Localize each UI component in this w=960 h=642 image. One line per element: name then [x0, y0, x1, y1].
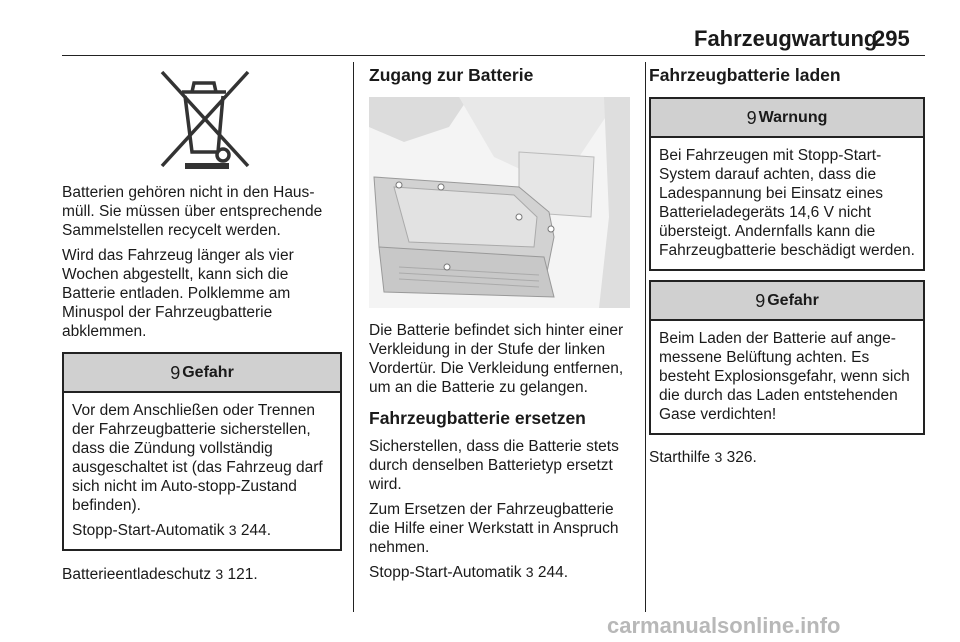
storage-text: Wird das Fahrzeug länger als vier Wochen abgestellt, kann sich die Batterie entladen. Polklemme am Minuspol der Fahrzeugbatterie abklemmen.	[62, 247, 294, 340]
section-heading-battery-access: Zugang zur Batterie	[369, 65, 534, 85]
danger-box-title: Gefahr	[182, 363, 234, 381]
reference-arrow-icon: 3	[215, 566, 224, 582]
danger-box-1	[62, 352, 342, 551]
column-separator-1	[353, 62, 354, 612]
danger-box-body	[64, 393, 340, 549]
page-header-title: Fahrzeugwartung	[694, 26, 878, 51]
danger-box-text: Beim Laden der Batterie auf angemessene Belüftung achten. Es besteht Explosionsgefahr, wenn sich die durch das Laden entstehenden Gase verdichten!	[659, 330, 910, 423]
battery-protection-reference	[62, 565, 342, 584]
jump-start-reference	[649, 448, 925, 467]
warning-box-body	[651, 138, 923, 269]
column-3	[649, 62, 925, 467]
page-number: 295	[873, 26, 910, 51]
watermark: carmanualsonline.info	[607, 613, 841, 638]
warning-triangle-icon: 9	[170, 362, 181, 383]
danger-box-reference	[72, 521, 332, 540]
recycling-text: Batterien gehören nicht in den Hausmüll. Sie müssen über entsprechende Sammelstellen recycelt werden.	[62, 184, 323, 239]
battery-access-caption: Die Batterie befindet sich hinter einer Verkleidung in der Stufe der linken Vordertür. Die Verkleidung entfernen, um an die Batterie zu gelangen.	[369, 322, 624, 396]
warning-box-title: Warnung	[758, 108, 828, 126]
reference-label: Stopp-Start-Automatik	[72, 522, 225, 539]
warning-triangle-icon: 9	[755, 290, 766, 311]
reference-page[interactable]: 244.	[240, 522, 272, 539]
reference-label: Stopp-Start-Automatik	[369, 564, 522, 581]
column-1	[62, 62, 342, 584]
reference-label: Batterieentladeschutz	[62, 566, 212, 583]
reference-page[interactable]: 326.	[726, 449, 757, 466]
section-heading-battery-replace: Fahrzeugbatterie ersetzen	[369, 408, 586, 428]
warning-box	[649, 97, 925, 271]
reference-arrow-icon: 3	[525, 564, 534, 580]
danger-box-header	[64, 354, 340, 393]
danger-box-title: Gefahr	[767, 291, 819, 309]
warning-box-text: Bei Fahrzeugen mit Stopp-Start-System darauf achten, dass die Ladespannung bei Einsatz eines Batterieladegeräts 14,6 V nicht übersteigt. Andernfalls kann die Fahrzeugbatterie beschädigt werden.	[659, 147, 915, 259]
column-separator-2	[645, 62, 646, 612]
warning-triangle-icon: 9	[746, 107, 757, 128]
reference-label: Starthilfe	[649, 449, 711, 466]
battery-location-illustration	[369, 97, 635, 308]
recycling-bin-crossed-icon	[152, 66, 256, 172]
stop-start-reference	[369, 563, 635, 582]
section-heading-battery-charge: Fahrzeugbatterie laden	[649, 65, 841, 85]
danger-box-header	[651, 282, 923, 321]
header-rule	[62, 55, 925, 56]
replace-text-2: Zum Ersetzen der Fahrzeugbatterie die Hilfe einer Werkstatt in Anspruch nehmen.	[369, 501, 619, 556]
reference-arrow-icon: 3	[228, 522, 237, 538]
warning-box-header	[651, 99, 923, 138]
column-2	[369, 62, 635, 582]
danger-box-text: Vor dem Anschließen oder Trennen der Fahrzeugbatterie sicherstellen, dass die Zündung vollständig ausgeschaltet ist (das Fahrzeug darf sich nicht im Auto-stopp-Zustand befinden).	[72, 402, 323, 514]
danger-box-body	[651, 321, 923, 433]
reference-page[interactable]: 244.	[537, 564, 569, 581]
replace-text-1: Sicherstellen, dass die Batterie stets durch denselben Batterietyp ersetzt wird.	[369, 438, 619, 493]
reference-page[interactable]: 121.	[227, 566, 258, 583]
reference-arrow-icon: 3	[714, 449, 723, 465]
danger-box-2	[649, 280, 925, 435]
